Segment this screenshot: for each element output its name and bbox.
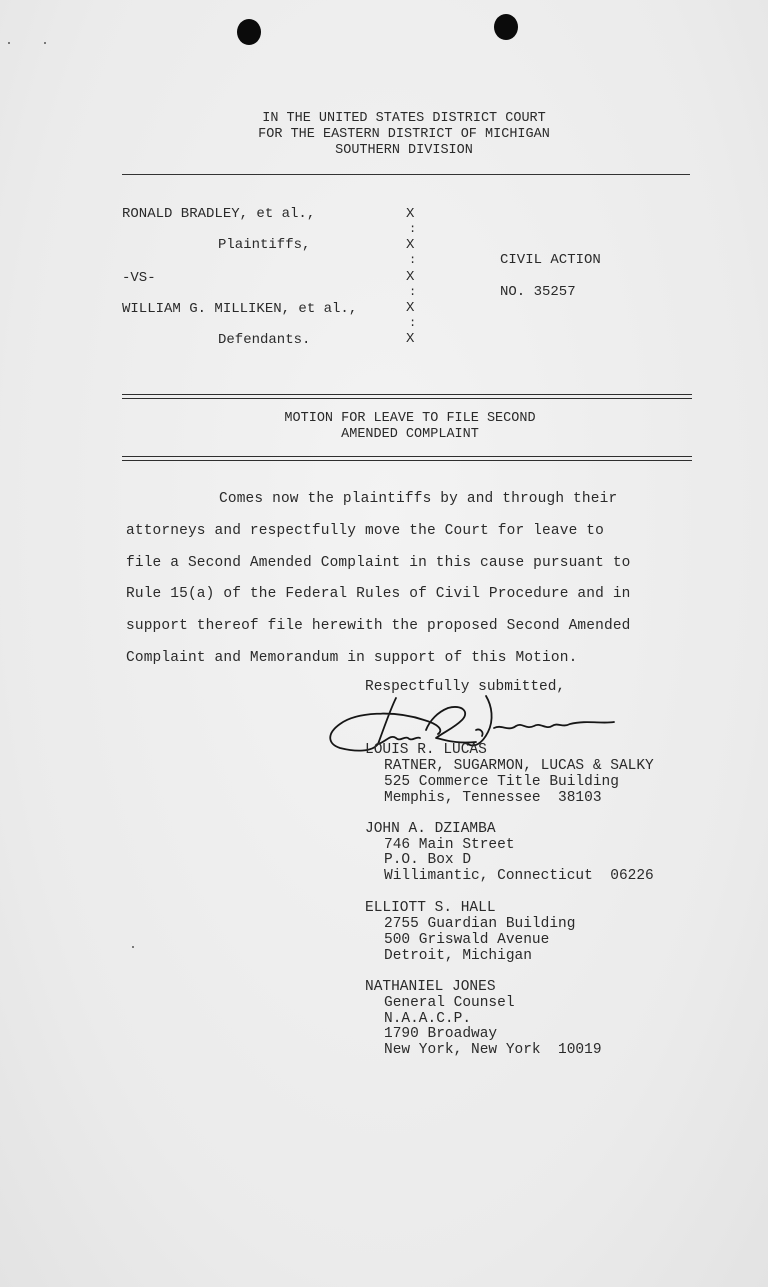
caption-bracket-mark: X [406,269,415,285]
paper-speck [44,42,46,44]
caption-bracket-mark: X [406,331,415,347]
caption-bracket-mark: X [406,206,415,222]
body-line: Complaint and Memorandum in support of this Motion. [126,650,578,666]
body-line: support thereof file herewith the proposed Second Amended [126,618,631,634]
attorney-address-line: General Counsel [384,995,515,1011]
versus-label: -VS- [122,270,156,286]
attorney-address-line: Memphis, Tennessee 38103 [384,790,602,806]
punch-hole-left [237,19,261,45]
attorney-address-line: 2755 Guardian Building [384,916,576,932]
plaintiff-name: RONALD BRADLEY, et al., [122,206,316,222]
defendant-name: WILLIAM G. MILLIKEN, et al., [122,301,358,317]
attorney-address-line: P.O. Box D [384,852,472,868]
defendant-label: Defendants. [218,332,311,348]
attorney-address-line: 1790 Broadway [384,1026,498,1042]
caption-separator: : [409,222,417,236]
attorney-name: NATHANIEL JONES [365,979,496,995]
attorney-name: JOHN A. DZIAMBA [365,821,496,837]
court-division: SOUTHERN DIVISION [335,143,473,158]
attorney-address-line: Detroit, Michigan [384,948,532,964]
body-line: attorneys and respectfully move the Court for leave to [126,523,604,539]
court-name-line-1: IN THE UNITED STATES DISTRICT COURT [262,111,546,126]
attorney-address-line: 500 Griswald Avenue [384,932,550,948]
header-divider [122,174,690,175]
caption-bracket-mark: X [406,300,415,316]
attorney-address-line: RATNER, SUGARMON, LUCAS & SALKY [384,758,654,774]
caption-separator: : [409,253,417,267]
case-number: NO. 35257 [500,284,576,300]
caption-separator: : [409,316,417,330]
attorney-address-line: New York, New York 10019 [384,1042,602,1058]
title-divider-bottom [122,456,692,461]
paper-speck [132,946,134,948]
attorney-address-line: Willimantic, Connecticut 06226 [384,868,654,884]
motion-title-line-2: AMENDED COMPLAINT [341,427,479,442]
civil-action-label: CIVIL ACTION [500,252,601,268]
attorney-name: LOUIS R. LUCAS [365,742,487,758]
punch-hole-right [494,14,518,40]
title-divider-top [122,394,692,399]
court-name-line-2: FOR THE EASTERN DISTRICT OF MICHIGAN [258,127,550,142]
attorney-address-line: 746 Main Street [384,837,515,853]
body-line: file a Second Amended Complaint in this cause pursuant to [126,555,631,571]
closing-text: Respectfully submitted, [365,679,566,695]
body-line: Rule 15(a) of the Federal Rules of Civil Procedure and in [126,586,631,602]
paper-speck [8,42,10,44]
caption-separator: : [409,285,417,299]
attorney-name: ELLIOTT S. HALL [365,900,496,916]
attorney-address-line: N.A.A.C.P. [384,1011,472,1027]
body-line: Comes now the plaintiffs by and through their [219,491,618,507]
attorney-address-line: 525 Commerce Title Building [384,774,619,790]
plaintiff-label: Plaintiffs, [218,237,311,253]
caption-bracket-mark: X [406,237,415,253]
motion-title-line-1: MOTION FOR LEAVE TO FILE SECOND [284,411,536,426]
